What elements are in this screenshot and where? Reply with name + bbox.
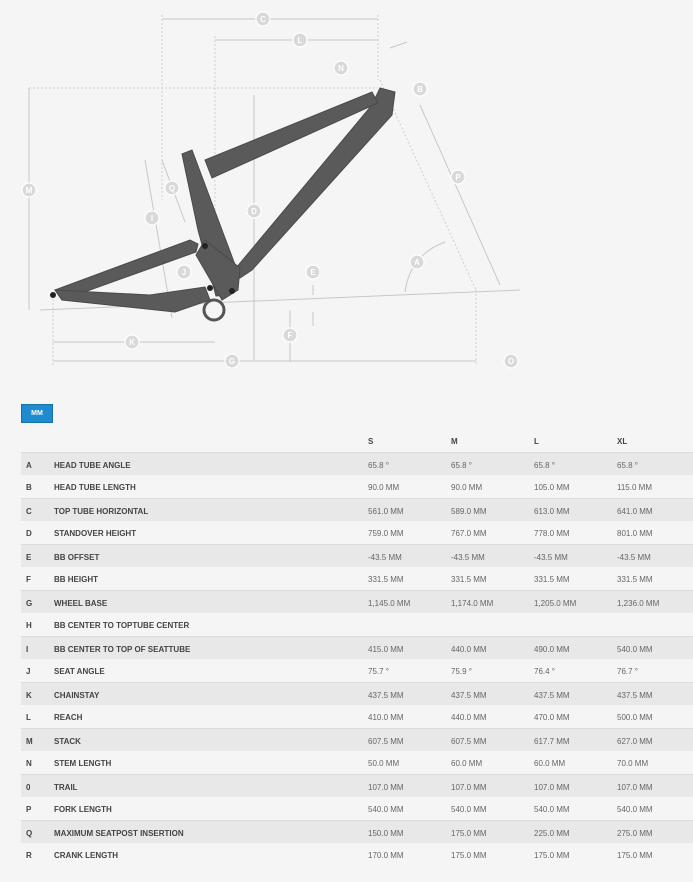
badge-p <box>451 170 465 184</box>
cell-code: A <box>26 461 32 470</box>
cell-s: 540.0 MM <box>368 805 404 814</box>
cell-name: TOP TUBE HORIZONTAL <box>54 507 149 516</box>
cell-l: 65.8 ° <box>534 461 555 470</box>
cell-m: 540.0 MM <box>451 805 487 814</box>
cell-name: STEM LENGTH <box>54 759 112 768</box>
cell-m: 175.0 MM <box>451 829 487 838</box>
cell-s: 1,145.0 MM <box>368 599 411 608</box>
cell-m: 589.0 MM <box>451 507 487 516</box>
cell-xl: 115.0 MM <box>617 483 652 492</box>
cell-code: C <box>26 507 32 516</box>
cell-s: 410.0 MM <box>368 713 404 722</box>
cell-m: 607.5 MM <box>451 737 487 746</box>
svg-text:D: D <box>251 207 257 216</box>
unit-mm-button[interactable]: MM <box>21 404 53 423</box>
cell-name: REACH <box>54 713 83 722</box>
badge-l <box>293 33 307 47</box>
cell-l: 778.0 MM <box>534 529 570 538</box>
cell-code: M <box>26 737 33 746</box>
cell-xl: 540.0 MM <box>617 805 653 814</box>
cell-xl: 627.0 MM <box>617 737 653 746</box>
table-row <box>21 613 693 636</box>
badge-n <box>334 61 348 75</box>
table-row <box>21 705 693 728</box>
cell-code: D <box>26 529 32 538</box>
cell-l: 540.0 MM <box>534 805 570 814</box>
svg-text:E: E <box>310 268 316 277</box>
cell-code: 0 <box>26 783 31 792</box>
cell-code: I <box>26 645 29 654</box>
cell-l: 76.4 ° <box>534 667 555 676</box>
badge-g <box>225 354 239 368</box>
cell-s: -43.5 MM <box>368 553 402 562</box>
table-row <box>21 751 693 774</box>
cell-xl: 70.0 MM <box>617 759 649 768</box>
badge-q <box>165 181 179 195</box>
cell-l: 107.0 MM <box>534 783 570 792</box>
cell-l: 175.0 MM <box>534 851 570 860</box>
cell-s: 437.5 MM <box>368 691 404 700</box>
cell-name: CRANK LENGTH <box>54 851 118 860</box>
geometry-table <box>21 430 693 866</box>
table-row <box>21 774 693 797</box>
cell-name: BB OFFSET <box>54 553 100 562</box>
cell-code: B <box>26 483 32 492</box>
cell-xl: 65.8 ° <box>617 461 638 470</box>
table-row <box>21 843 693 866</box>
table-row <box>21 498 693 521</box>
cell-code: L <box>26 713 31 722</box>
svg-text:B: B <box>417 85 423 94</box>
cell-m: 90.0 MM <box>451 483 483 492</box>
cell-m: 60.0 MM <box>451 759 483 768</box>
cell-code: J <box>26 667 31 676</box>
cell-xl: 641.0 MM <box>617 507 653 516</box>
cell-name: BB HEIGHT <box>54 575 98 584</box>
svg-text:L: L <box>297 36 303 45</box>
cell-xl: 540.0 MM <box>617 645 653 654</box>
svg-text:N: N <box>338 64 344 73</box>
col-l: L <box>534 437 539 446</box>
cell-code: P <box>26 805 32 814</box>
cell-xl: 437.5 MM <box>617 691 653 700</box>
col-m: M <box>451 437 458 446</box>
geometry-diagram <box>0 0 693 395</box>
cell-m: 75.9 ° <box>451 667 472 676</box>
cell-l: 1,205.0 MM <box>534 599 577 608</box>
badge-k <box>125 335 139 349</box>
cell-m: 65.8 ° <box>451 461 472 470</box>
badge-d <box>247 204 261 218</box>
cell-name: TRAIL <box>54 783 78 792</box>
table-row <box>21 682 693 705</box>
cell-l: 617.7 MM <box>534 737 570 746</box>
table-row <box>21 728 693 751</box>
cell-name: STACK <box>54 737 81 746</box>
cell-name: MAXIMUM SEATPOST INSERTION <box>54 829 184 838</box>
table-row <box>21 475 693 498</box>
cell-m: 440.0 MM <box>451 645 487 654</box>
cell-l: 490.0 MM <box>534 645 570 654</box>
cell-code: F <box>26 575 31 584</box>
col-xl: XL <box>617 437 628 446</box>
table-row <box>21 820 693 843</box>
cell-m: 440.0 MM <box>451 713 487 722</box>
badge-b <box>413 82 427 96</box>
cell-l: 60.0 MM <box>534 759 566 768</box>
cell-name: HEAD TUBE ANGLE <box>54 461 131 470</box>
badge-j <box>177 265 191 279</box>
cell-s: 90.0 MM <box>368 483 400 492</box>
bike-frame <box>55 88 395 312</box>
cell-s: 415.0 MM <box>368 645 404 654</box>
cell-name: FORK LENGTH <box>54 805 112 814</box>
badge-i <box>145 211 159 225</box>
cell-l: 613.0 MM <box>534 507 570 516</box>
cell-xl: 1,236.0 MM <box>617 599 660 608</box>
cell-xl: 275.0 MM <box>617 829 653 838</box>
cell-name: HEAD TUBE LENGTH <box>54 483 136 492</box>
cell-name: WHEEL BASE <box>54 599 108 608</box>
svg-text:P: P <box>455 173 461 182</box>
svg-text:K: K <box>129 338 135 347</box>
cell-l: 470.0 MM <box>534 713 570 722</box>
svg-text:J: J <box>181 268 187 277</box>
cell-s: 170.0 MM <box>368 851 404 860</box>
table-row <box>21 544 693 567</box>
cell-code: E <box>26 553 32 562</box>
table-row <box>21 659 693 682</box>
cell-l: 105.0 MM <box>534 483 570 492</box>
cell-code: G <box>26 599 33 608</box>
col-s: S <box>368 437 374 446</box>
cell-code: R <box>26 851 32 860</box>
cell-code: K <box>26 691 32 700</box>
cell-m: 175.0 MM <box>451 851 487 860</box>
cell-s: 150.0 MM <box>368 829 404 838</box>
cell-m: -43.5 MM <box>451 553 485 562</box>
badge-e <box>306 265 320 279</box>
svg-text:F: F <box>287 331 293 340</box>
table-row <box>21 590 693 613</box>
svg-text:C: C <box>260 15 266 24</box>
cell-s: 759.0 MM <box>368 529 404 538</box>
svg-text:G: G <box>228 357 236 366</box>
cell-name: BB CENTER TO TOPTUBE CENTER <box>54 621 190 630</box>
cell-name: SEAT ANGLE <box>54 667 105 676</box>
cell-code: Q <box>26 829 33 838</box>
cell-s: 50.0 MM <box>368 759 400 768</box>
badge-c <box>256 12 270 26</box>
svg-text:M: M <box>25 186 33 195</box>
table-row <box>21 797 693 820</box>
cell-xl: -43.5 MM <box>617 553 651 562</box>
table-row <box>21 452 693 475</box>
cell-m: 437.5 MM <box>451 691 487 700</box>
cell-name: STANDOVER HEIGHT <box>54 529 137 538</box>
cell-s: 75.7 ° <box>368 667 389 676</box>
cell-m: 767.0 MM <box>451 529 487 538</box>
cell-name: BB CENTER TO TOP OF SEATTUBE <box>54 645 191 654</box>
cell-xl: 331.5 MM <box>617 575 653 584</box>
cell-s: 65.8 ° <box>368 461 389 470</box>
cell-m: 331.5 MM <box>451 575 487 584</box>
cell-s: 107.0 MM <box>368 783 404 792</box>
badge-o <box>504 354 518 368</box>
cell-name: CHAINSTAY <box>54 691 100 700</box>
table-row <box>21 636 693 659</box>
cell-l: 437.5 MM <box>534 691 570 700</box>
svg-text:O: O <box>507 357 515 366</box>
cell-xl: 175.0 MM <box>617 851 653 860</box>
cell-m: 107.0 MM <box>451 783 487 792</box>
svg-text:Q: Q <box>168 184 176 193</box>
cell-code: H <box>26 621 32 630</box>
cell-l: 225.0 MM <box>534 829 570 838</box>
cell-xl: 801.0 MM <box>617 529 653 538</box>
badge-a <box>410 255 424 269</box>
svg-text:I: I <box>150 214 154 223</box>
cell-xl: 76.7 ° <box>617 667 638 676</box>
cell-l: -43.5 MM <box>534 553 568 562</box>
table-row <box>21 567 693 590</box>
cell-code: N <box>26 759 32 768</box>
cell-m: 1,174.0 MM <box>451 599 494 608</box>
table-row <box>21 521 693 544</box>
svg-text:A: A <box>414 258 420 267</box>
badge-m <box>22 183 36 197</box>
cell-xl: 107.0 MM <box>617 783 653 792</box>
table-body <box>21 452 693 866</box>
badge-f <box>283 328 297 342</box>
table-header <box>21 430 693 452</box>
cell-s: 331.5 MM <box>368 575 404 584</box>
cell-xl: 500.0 MM <box>617 713 653 722</box>
cell-s: 561.0 MM <box>368 507 404 516</box>
cell-s: 607.5 MM <box>368 737 404 746</box>
cell-l: 331.5 MM <box>534 575 570 584</box>
